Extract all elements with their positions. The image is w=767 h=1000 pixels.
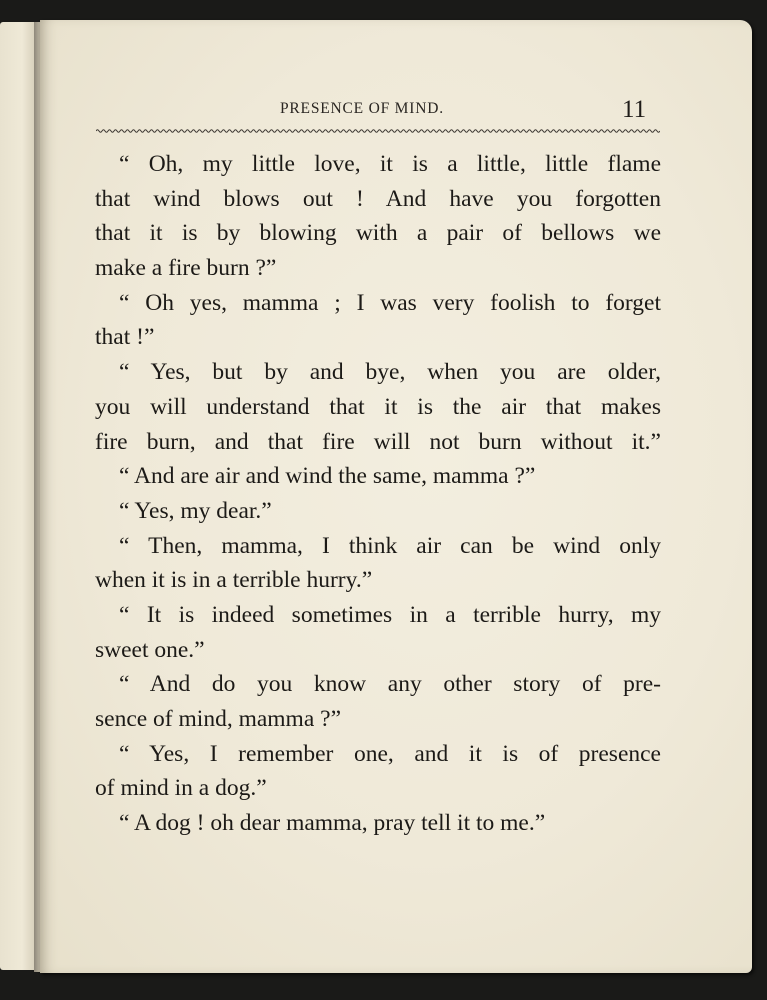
text-line: “ Yes, my dear.” (119, 497, 272, 524)
text-line: “ A dog ! oh dear mamma, pray tell it to me.” (119, 810, 546, 837)
text-line: that it is by blowing with a pair of bellows we (95, 220, 661, 247)
page-number: 11 (622, 96, 647, 123)
text-line: “ Yes, I remember one, and it is of presence (119, 740, 661, 767)
text-line: “ Oh yes, mamma ; I was very foolish to forget (119, 289, 661, 316)
text-line: you will understand that it is the air that makes (95, 393, 661, 420)
text-line: “ It is indeed sometimes in a terrible hurry, my (119, 601, 661, 628)
text-line: that wind blows out ! And have you forgotten (95, 185, 661, 212)
text-line: “ And do you know any other story of pre- (119, 671, 661, 698)
text-line: fire burn, and that fire will not burn without it.” (95, 428, 661, 455)
text-line: “ Oh, my little love, it is a little, little flame (119, 151, 661, 177)
text-line: when it is in a terrible hurry.” (95, 567, 373, 594)
body-text (95, 147, 661, 841)
text-line: “ And are air and wind the same, mamma ?” (119, 463, 536, 490)
text-line: of mind in a dog.” (95, 775, 267, 802)
text-line: make a fire burn ?” (95, 255, 277, 282)
text-line: that !” (95, 324, 155, 351)
wavy-rule (96, 127, 660, 135)
text-line: sence of mind, mamma ?” (95, 706, 342, 732)
text-line: “ Yes, but by and bye, when you are older, (119, 359, 661, 386)
text-line: “ Then, mamma, I think air can be wind only (119, 532, 661, 559)
running-title: PRESENCE OF MIND. (280, 100, 444, 117)
text-line: sweet one.” (95, 636, 205, 663)
